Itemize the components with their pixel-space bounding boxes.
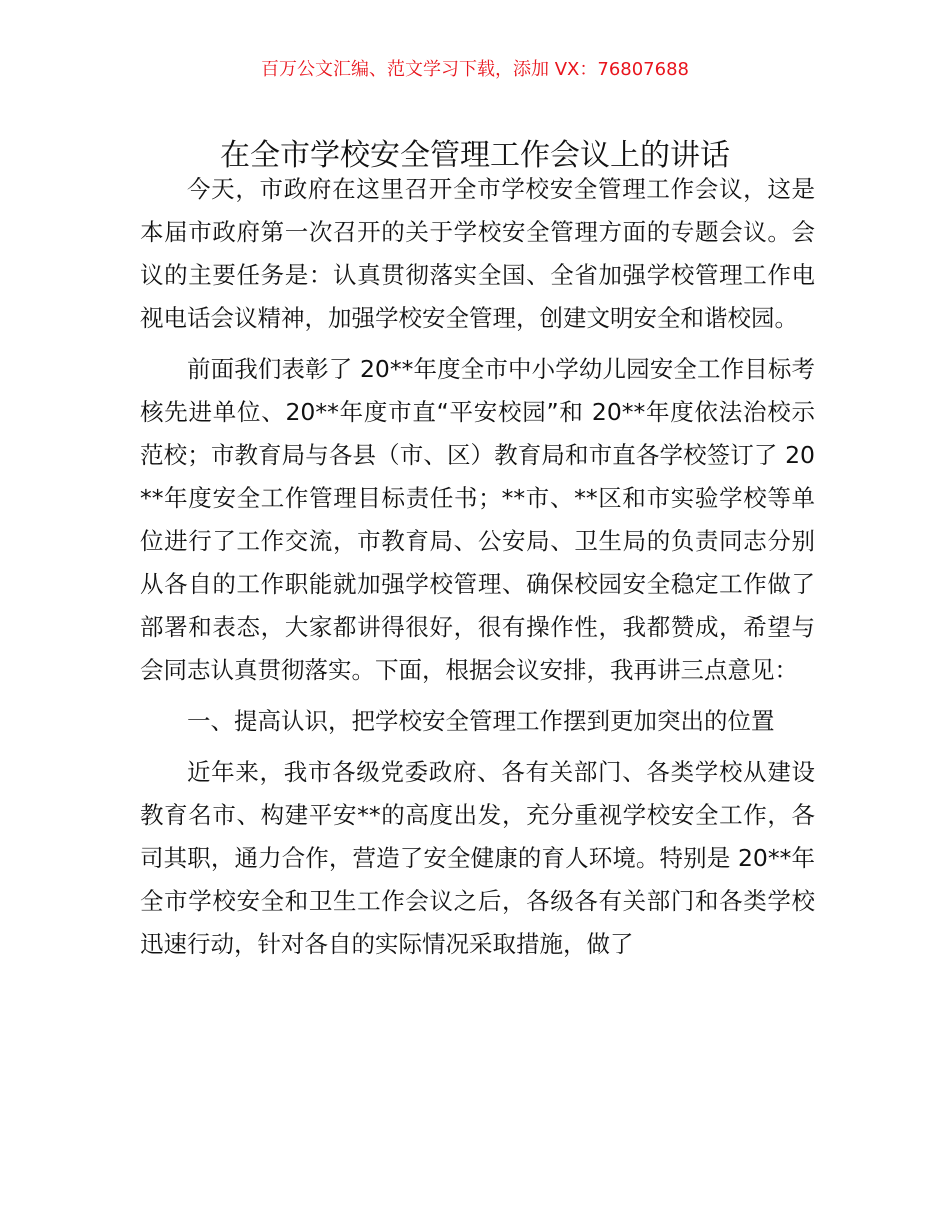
section-heading-1: 一、提高认识，把学校安全管理工作摆到更加突出的位置 xyxy=(187,707,775,735)
paragraph-recent-years: 近年来，我市各级党委政府、各有关部门、各类学校从建设教育名市、构建平安**的高度出发，充分重视学校安全工作，各司其职，通力合作，营造了安全健康的育人环境。特别是 20**年全市学校安全和卫生工作会议之后，各级各有关部门和各类学校迅速行动，针对各自的实际情况采取措施，做了 xyxy=(140,758,815,958)
document-body xyxy=(140,168,815,974)
paragraph-commendation: 前面我们表彰了 20**年度全市中小学幼儿园安全工作目标考核先进单位、20**年度市直“平安校园”和 20**年度依法治校示范校；市教育局与各县（市、区）教育局和市直各学校签订了 20**年度安全工作管理目标责任书；**市、**区和市实验学校等单位进行了工作交流，市教育局、公安局、卫生局的负责同志分别从各自的工作职能就加强学校管理、确保校园安全稳定工作做了部署和表态，大家都讲得很好，很有操作性，我都赞成，希望与会同志认真贯彻落实。下面，根据会议安排，我再讲三点意见： xyxy=(140,355,815,684)
document-title: 在全市学校安全管理工作会议上的讲话 xyxy=(220,138,730,174)
watermark-header: 百万公文汇编、范文学习下载，添加 VX：76807688 xyxy=(261,59,689,80)
paragraph-opening: 今天，市政府在这里召开全市学校安全管理工作会议，这是本届市政府第一次召开的关于学校安全管理方面的专题会议。会议的主要任务是：认真贯彻落实全国、全省加强学校管理工作电视电话会议精神，加强学校安全管理，创建文明安全和谐校园。 xyxy=(140,175,815,332)
